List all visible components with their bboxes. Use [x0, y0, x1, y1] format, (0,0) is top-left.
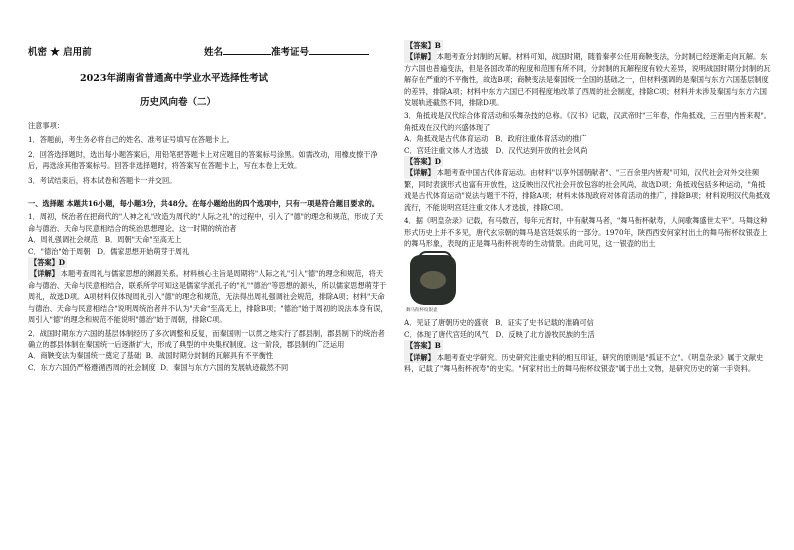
- q3-explain-text: 本题考查中国古代体育运动。由材料"以享外国朝献者"、"三百余里内皆观"可知，汉代社会对外交往频繁，同时表演形式也富有开放性，这反映出汉代社会开放包容的社会风尚，故选D项；角抵戏包括多种运动，"角抵戏是古代体育运动"说法与题干不符，排除A项；材料未体现政府对体育活动的推广，排除B项；材料说明汉代角抵戏流行，不能说明宫廷注重文体人才选拔，排除C项。: [404, 168, 770, 212]
- q4-option-c: C．体现了唐代宫廷的风气: [404, 329, 489, 339]
- q1-options-cd: [28, 246, 390, 257]
- q1-explain-text: 本题考查周礼与儒家思想的渊源关系。材料核心主旨是周期将"人际之礼"引入"德"的理念和规范，将天命与德治、天命与民意相结合，联系所学可知这是儒家学派孔子的"礼""德治"等思想的源头，所以儒家思想萌芽于周礼，故选D项。A项材料仅体现周礼引入"德"的理念和规范，无法得出周礼强调社会规范，排除A项；材料"天命与德治、天命与民意相结合"说明周统治者并不认为"天命"至高无上，排除B项；"德治"始于周初的说法本身有误，周引入"德"的理念和规范不能说明"德治"始于周朝，排除C项。: [28, 269, 388, 325]
- image-caption: 舞马衔杯纹银壶: [406, 308, 438, 314]
- q1-options-ab: [28, 234, 390, 245]
- notes-block: [28, 120, 390, 373]
- ticket-label: 准考证号: [271, 47, 310, 58]
- right-column: [404, 0, 772, 550]
- exam-title: 2023年湖南省普通高中学业水平选择性考试: [80, 73, 268, 84]
- left-column: [28, 0, 390, 550]
- q3-option-b: B．政府注重体育活动的推广: [495, 134, 587, 144]
- note-item: 1．答题前，考生务必将自己的姓名、准考证号填写在答题卡上。: [28, 135, 234, 145]
- q4-answer: [404, 340, 772, 351]
- q2-answer: [404, 40, 772, 51]
- explain-tag: 【详解】: [30, 269, 59, 279]
- answer-tag: 【答案】D: [406, 157, 441, 167]
- q3-option-a: A．角抵戏是古代体育运动: [404, 134, 489, 144]
- secret-label: 机密 ★ 启用前: [28, 47, 92, 58]
- vase-icon: [410, 255, 456, 305]
- q3-option-d: D．汉代达到开放的社会风尚: [495, 145, 588, 155]
- answer-tag: 【答案】B: [406, 341, 441, 351]
- q1-answer: [28, 257, 390, 268]
- q3-options-ab: [404, 133, 772, 144]
- q2-option-c: C．东方六国仍严格遵循西周的社会制度: [28, 362, 156, 372]
- right-content: [404, 40, 772, 374]
- silver-pot-image: [406, 251, 460, 315]
- q2-option-d: D．秦国与东方六国的发展轨迹截然不同: [160, 362, 289, 372]
- q4-explain-text: 本题考查史学研究。历史研究注重史料的相互印证，研究的原则是"孤证不立"。《明皇杂录》属于文献史料，记载了"舞马衔杯祝寿"的史实。"何家村出土的舞马衔杯纹银壶"属于出土文物，是研究历史的第一手资料。: [404, 352, 764, 373]
- q1-option-b: B．周朝"天命"至高无上: [104, 235, 182, 245]
- q1-stem: 1．周初，统治者在把商代的"人神之礼"改造为周代的"人际之礼"的过程中，引入了"德"的理念和规范，形成了天命与德治、天命与民意相结合的统治思想理论。这一时期的统治者: [28, 212, 384, 233]
- q2-option-a: A．商鞅变法为秦国统一奠定了基础: [28, 351, 142, 361]
- q4-option-b: B．证实了史书记载的准确可信: [495, 318, 594, 328]
- answer-tag: 【答案】D: [30, 258, 65, 268]
- q4-options-ab: [404, 317, 772, 328]
- q3-explanation: [404, 167, 772, 213]
- q1-explanation: [28, 268, 390, 325]
- q4-option-a: A．见证了唐朝历史的盛衰: [404, 318, 489, 328]
- explain-tag: 【详解】: [406, 168, 435, 178]
- note-item: 3．考试结束后，将本试卷和答题卡一并交回。: [28, 175, 177, 185]
- exam-subtitle: 历史风向卷（二）: [140, 97, 217, 108]
- section-heading: 一、选择题 本题共16小题，每小题3分，共48分。在每小题给出的四个选项中，只有一项是符合题目要求的。: [28, 199, 379, 209]
- q2-stem: 2．战国时期东方六国的基层体制经历了多次调整和反复，而秦国则一以贯之地实行了郡县制，郡县制下的统治者确立的郡县体制在秦国统一后逐渐扩大，形成了典型的中央集权制度。这一阶段，郡县制的广泛运用: [28, 328, 385, 349]
- q2-options-ab: [28, 350, 390, 361]
- notes-heading: 注意事项：: [28, 121, 64, 130]
- name-label: 姓名: [204, 47, 224, 58]
- q2-option-b: B．战国时期分封制的瓦解具有不平衡性: [145, 351, 274, 361]
- q1-option-c: C．"德治"始于周朝: [28, 246, 91, 256]
- q3-options-cd: [404, 145, 772, 156]
- q3-option-c: C．宫廷注重文体人才选拔: [404, 145, 489, 155]
- explain-tag: 【详解】: [406, 352, 435, 362]
- q4-options-cd: [404, 329, 772, 340]
- q1-option-a: A．周礼强调社会规范: [28, 235, 98, 245]
- q3-stem: 3．角抵戏是汉代综合体育活动和乐舞杂技的总称。《汉书》记载，汉武帝时"三年春，作角抵戏，三百里内皆来观"。角抵戏在汉代的兴盛体现了: [404, 111, 771, 132]
- answer-tag: 【答案】B: [406, 41, 441, 50]
- q2-options-cd: [28, 362, 390, 373]
- q1-option-d: D．儒家思想开始萌芽于周礼: [97, 246, 190, 256]
- q3-answer: [404, 156, 772, 167]
- explain-tag: 【详解】: [406, 52, 435, 62]
- q4-explanation: [404, 352, 772, 375]
- q4-stem: 4．据《明皇杂录》记载，有马数百，每年元宵时，中有献舞马者，"舞马衔杯献寿，人间歌舞盛世太平"。马舞这种形式历史上并不多见，唐代玄宗朝的舞马是宫廷娱乐的一部分。1970年，陕西西安何家村出土的舞马衔杯纹银壶上的舞马形象，表现的正是舞马衔杯祝寿的生动情景。由此可见，这一银壶的出土: [404, 216, 768, 248]
- q4-option-d: D．反映了北方游牧民族的生活: [495, 329, 595, 339]
- q2-explain-text: 本题考查分封制的瓦解。材料可知，战国时期，随着秦孝公任用商鞅变法，分封制已经逐渐走向瓦解。东方六国也普遍变法，但是各国改革的程度和范围有所不同，分封制的瓦解程度有较大差异，说明战国时期分封制的瓦解存在严重的不平衡性，故选B项；商鞅变法是秦国统一全国的基础之一，但材料强调的是秦国与东方六国基层制度的差异，排除A项；材料中东方六国已不同程度地改革了西周的社会制度，排除C项；材料并未涉及秦国与东方六国发展轨迹截然不同，排除D项。: [404, 52, 771, 108]
- note-item: 2．回答选择题时，选出每小题答案后，用铅笔把答题卡上对应题目的答案标号涂黑。如需改动，用橡皮擦干净后，再选涂其他答案标号。回答非选择题时，将答案写在答题卡上，写在本卷上无效。: [28, 149, 378, 171]
- q2-explanation: [404, 51, 772, 108]
